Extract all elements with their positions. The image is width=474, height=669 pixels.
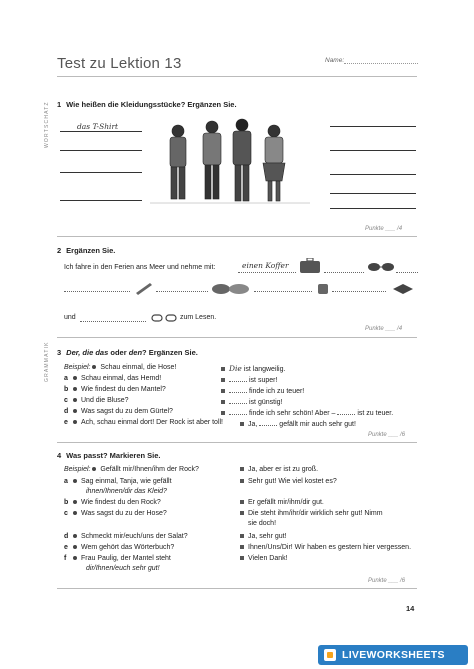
glasses-icon [150, 312, 178, 324]
q3-row-c [64, 397, 128, 404]
suitcase-icon [299, 258, 321, 274]
q2-divider [57, 337, 417, 338]
q1-answer-line-r5[interactable] [330, 208, 416, 209]
q3-blank-b[interactable] [229, 386, 247, 393]
q3-heading [57, 348, 198, 357]
q4-row-a-answer [240, 478, 337, 485]
q4-row-right: Sehr gut! Wie viel kostet es? [248, 478, 337, 485]
square-bullet-icon [240, 534, 244, 538]
q1-answer-line-example [60, 131, 142, 132]
q3-heading-end: ? Ergänzen Sie. [142, 348, 198, 357]
name-label: Name: [325, 57, 345, 64]
q4-row-d[interactable] [64, 533, 188, 540]
page-number: 14 [406, 604, 415, 613]
q3-row-a [64, 375, 161, 382]
q4-divider [57, 588, 417, 589]
square-bullet-icon [221, 367, 225, 371]
q4-row-right: Er gefällt mir/ihm/dir gut. [248, 499, 324, 506]
q1-answer-line-l4[interactable] [60, 200, 142, 201]
square-bullet-icon [240, 545, 244, 549]
header-divider [57, 76, 417, 77]
bullet-icon [73, 479, 77, 483]
q2-blank-2[interactable] [396, 272, 418, 273]
q4-row-e-answer[interactable] [240, 544, 411, 551]
q3-row-right: ist günstig! [249, 399, 283, 406]
q3-row-left: Ach, schau einmal dort! Der Rock ist aber toll! [81, 419, 224, 426]
q3-row-letter: d [64, 408, 69, 415]
q1-answer-line-r1[interactable] [330, 126, 416, 127]
bullet-icon [73, 534, 77, 538]
hat-icon [316, 282, 330, 296]
q2-sentence-start: Ich fahre in den Ferien ans Meer und nehme mit: [64, 264, 216, 271]
q4-number: 4 [57, 451, 62, 460]
q3-blank-a[interactable] [229, 375, 247, 382]
q3-row-right: finde ich sehr schön! Aber – [249, 410, 336, 417]
q3-row-right2: gefällt mir auch sehr gut! [279, 421, 356, 428]
q1-answer-line-r2[interactable] [330, 150, 416, 151]
q3-example-answer-row [221, 364, 285, 373]
bullet-icon [73, 398, 77, 402]
q3-row-right: finde ich zu teuer! [249, 388, 305, 395]
q1-answer-line-r3[interactable] [330, 174, 416, 175]
q2-end: zum Lesen. [180, 314, 217, 321]
q3-row-left: Schau einmal, das Hemd! [81, 375, 162, 382]
q3-heading-italic: Der, die das [66, 348, 109, 357]
q4-row-a[interactable] [64, 478, 172, 485]
q3-example-label: Beispiel: [64, 364, 91, 371]
q3-score: Punkte ___ /6 [368, 432, 406, 438]
q4-example-row [64, 466, 199, 473]
side-label-grammatik: GRAMMATIK [44, 341, 50, 382]
q4-row-c-cont: sie doch! [248, 520, 277, 527]
q1-answer-line-l3[interactable] [60, 172, 142, 173]
bullet-icon [73, 500, 77, 504]
q4-row-a-cont[interactable]: ihnen/Ihnen/dir das Kleid? [86, 488, 167, 495]
q4-row-c-answer[interactable] [240, 510, 383, 517]
q4-row-left: Sag einmal, Tanja, wie gefällt [81, 478, 172, 485]
q3-row-e-answer [240, 419, 356, 428]
q2-example-line [238, 272, 296, 273]
q4-row-left: Wie findest du den Rock? [81, 499, 161, 506]
q3-heading-mid: oder [108, 348, 129, 357]
q3-row-left: Was sagst du zu dem Gürtel? [81, 408, 173, 415]
q4-row-f [64, 555, 171, 562]
q3-row-right: ist super! [249, 377, 278, 384]
q3-row-right2: ist zu teuer. [357, 410, 394, 417]
q2-blank-5[interactable] [254, 291, 312, 292]
q1-divider [57, 236, 417, 237]
q2-blank-3[interactable] [64, 291, 130, 292]
q2-example-answer: einen Koffer [242, 261, 289, 270]
q2-heading [57, 246, 115, 255]
q3-row-left: Und die Bluse? [81, 397, 129, 404]
q4-row-right: Vielen Dank! [248, 555, 288, 562]
q3-row-d [64, 408, 173, 415]
q3-row-c-answer [221, 397, 282, 406]
q4-row-letter: e [64, 544, 68, 551]
q4-row-right: Ja, sehr gut! [248, 533, 287, 540]
bullet-icon [73, 545, 77, 549]
q3-blank-c[interactable] [229, 397, 247, 404]
square-bullet-icon [221, 400, 225, 404]
q4-row-left: Was sagst du zu der Hose? [81, 510, 167, 517]
q3-row-a-answer [221, 375, 277, 384]
bullet-icon [92, 365, 96, 369]
square-bullet-icon [240, 467, 244, 471]
square-bullet-icon [240, 511, 244, 515]
square-bullet-icon [240, 556, 244, 560]
q4-row-letter: c [64, 510, 68, 517]
q3-blank-d2[interactable] [337, 408, 355, 415]
q4-row-f-cont[interactable]: dir/Ihnen/euch sehr gut! [86, 565, 160, 572]
q4-row-left: Schmeckt mir/euch/uns der Salat? [81, 533, 188, 540]
q3-example-right: ist langweilig. [243, 366, 286, 373]
q4-example-left: Gefällt mir/Ihnen/ihm der Rock? [100, 466, 199, 473]
q1-answer-line-r4[interactable] [330, 193, 416, 194]
q3-row-left: Wie findest du den Mantel? [81, 386, 166, 393]
q3-number: 3 [57, 348, 62, 357]
q4-heading [57, 451, 161, 460]
q4-row-f-answer [240, 555, 288, 562]
q3-row-letter: a [64, 375, 68, 382]
liveworksheets-banner[interactable] [318, 645, 468, 665]
q4-row-d-answer [240, 533, 287, 540]
q3-row-right: Ja, [248, 421, 258, 428]
q4-row-letter: a [64, 478, 68, 485]
q4-row-e [64, 544, 174, 551]
square-bullet-icon [221, 389, 225, 393]
sunglasses-icon [367, 262, 395, 272]
bullet-icon [92, 467, 96, 471]
side-label-wortschatz: WORTSCHATZ [44, 101, 50, 148]
q4-row-letter: b [64, 499, 69, 506]
q1-example-answer: das T-Shirt [77, 122, 119, 131]
liveworksheets-logo-icon [324, 649, 336, 661]
q3-row-letter: c [64, 397, 68, 404]
sunscreen-icon [134, 281, 154, 295]
bullet-icon [73, 511, 77, 515]
q4-row-c [64, 510, 167, 517]
q2-und: und [64, 314, 76, 321]
q3-example-hand: Die [229, 364, 242, 373]
q1-number: 1 [57, 100, 62, 109]
q3-row-b-answer [221, 386, 304, 395]
q4-row-b [64, 499, 161, 506]
square-bullet-icon [221, 378, 225, 382]
people-illustration [150, 115, 310, 207]
q4-row-right: Ihnen/Uns/Dir! Wir haben es gestern hier vergessen. [248, 544, 412, 551]
q3-blank-e[interactable] [259, 419, 277, 426]
square-bullet-icon [240, 422, 244, 426]
q3-row-d-answer [221, 408, 393, 417]
q4-row-right: Die steht ihm/ihr/dir wirklich sehr gut! Nimm [248, 510, 383, 517]
book-icon [392, 283, 414, 295]
q2-blank-6[interactable] [332, 291, 386, 292]
q2-heading-text: Ergänzen Sie. [66, 246, 116, 255]
q2-blank-1[interactable] [324, 272, 364, 273]
q4-example-label: Beispiel: [64, 466, 91, 473]
q1-score: Punkte ___ /4 [365, 226, 403, 232]
bullet-icon [73, 556, 77, 560]
q3-blank-d1[interactable] [229, 408, 247, 415]
bullet-icon [73, 376, 77, 380]
q4-heading-text: Was passt? Markieren Sie. [66, 451, 161, 460]
bullet-icon [73, 409, 77, 413]
bullet-icon [73, 420, 77, 424]
q4-row-left: Frau Paulig, der Mantel steht [81, 555, 171, 562]
square-bullet-icon [221, 411, 225, 415]
q1-answer-line-l2[interactable] [60, 150, 142, 151]
q3-example-left: Schau einmal, die Hose! [100, 364, 177, 371]
q3-row-letter: e [64, 419, 68, 426]
footer-brand: LIVEWORKSHEETS [342, 649, 445, 661]
q4-row-left: Wem gehört das Wörterbuch? [81, 544, 175, 551]
q2-number: 2 [57, 246, 62, 255]
q3-divider [57, 442, 417, 443]
q4-example-answer [240, 466, 318, 473]
q2-blank-7[interactable] [80, 321, 146, 322]
q4-row-letter: f [64, 555, 67, 562]
q4-score: Punkte ___ /6 [368, 578, 406, 584]
q4-example-right: Ja, aber er ist zu groß. [248, 466, 319, 473]
q2-score: Punkte ___ /4 [365, 326, 403, 332]
name-field[interactable] [344, 63, 418, 64]
towel-icon [211, 281, 251, 295]
q3-row-b [64, 386, 166, 393]
q3-heading-italic2: den [128, 348, 143, 357]
q3-example-row [64, 364, 176, 371]
q2-blank-4[interactable] [156, 291, 208, 292]
q4-row-letter: d [64, 533, 69, 540]
q3-row-letter: b [64, 386, 69, 393]
bullet-icon [73, 387, 77, 391]
page-title: Test zu Lektion 13 [57, 55, 182, 72]
q4-row-b-answer[interactable] [240, 499, 324, 506]
q3-row-e [64, 419, 223, 426]
q1-heading-text: Wie heißen die Kleidungsstücke? Ergänzen Sie. [66, 100, 237, 109]
square-bullet-icon [240, 500, 244, 504]
square-bullet-icon [240, 479, 244, 483]
q1-heading [57, 100, 237, 109]
